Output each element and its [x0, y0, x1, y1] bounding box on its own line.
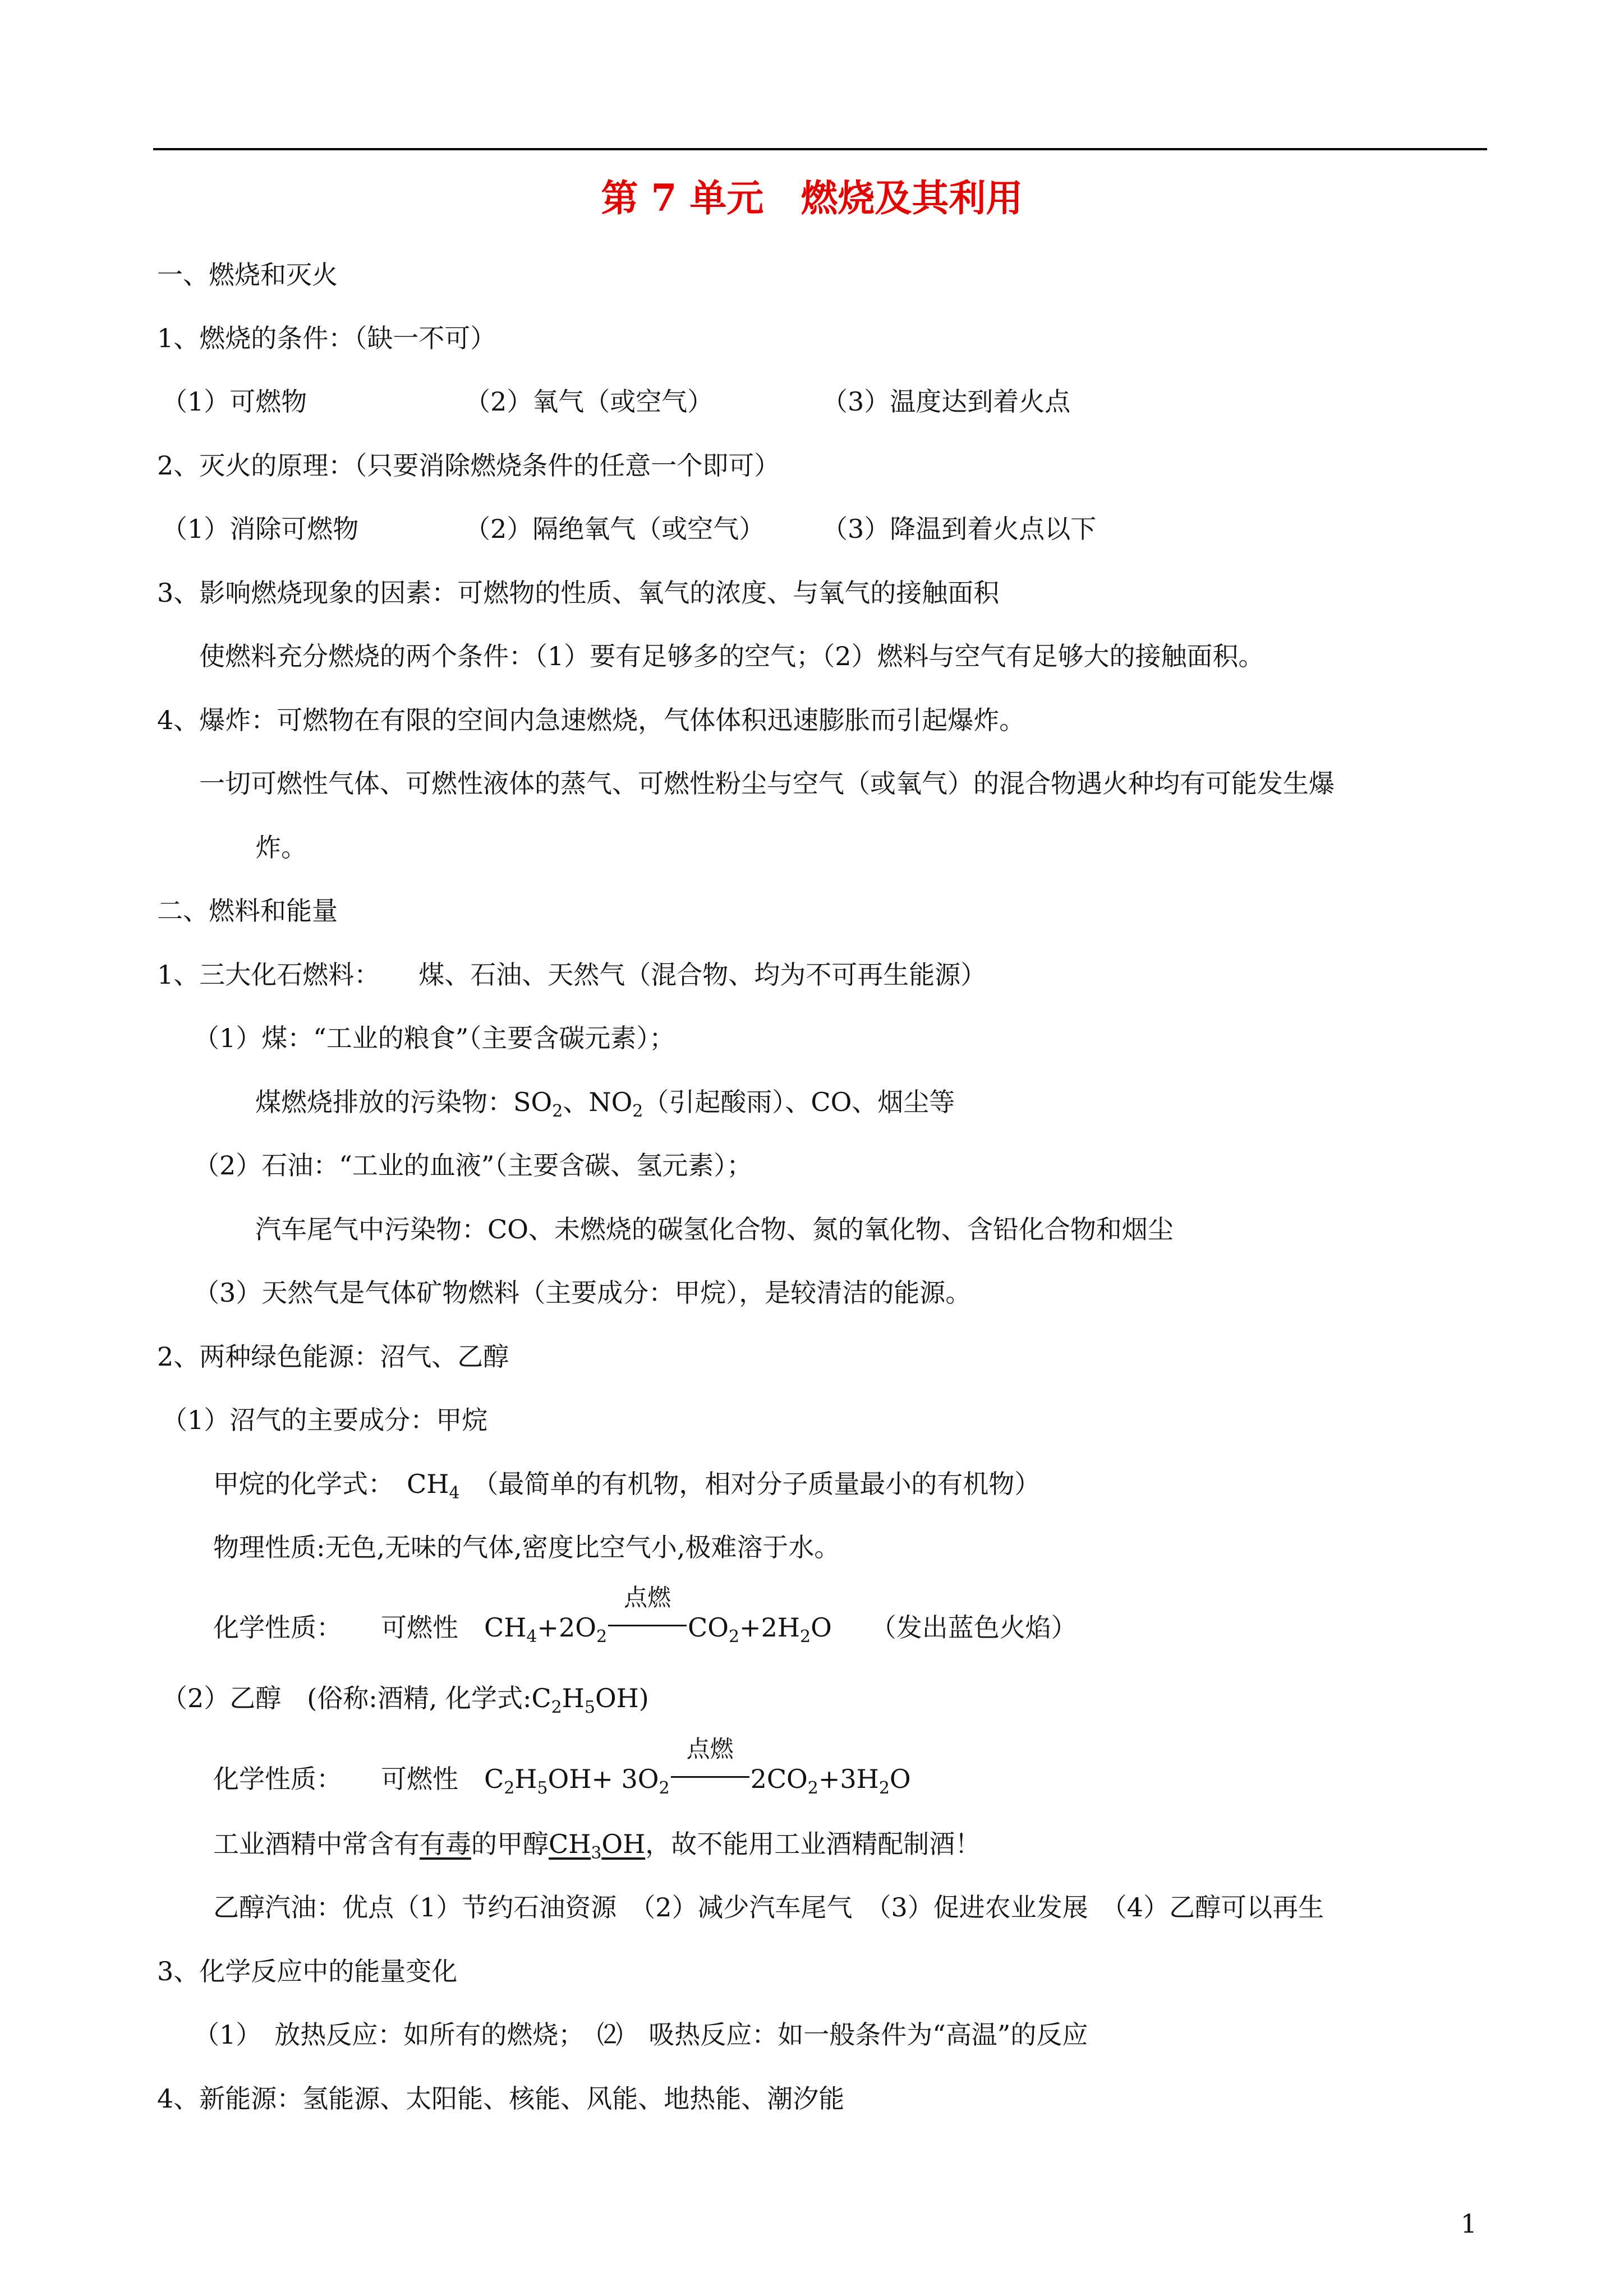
header-rule	[153, 148, 1487, 150]
page-title: 第 7 单元 燃烧及其利用	[601, 176, 1023, 220]
condition-1: （1）可燃物	[162, 386, 307, 417]
explosion-definition: 4、爆炸：可燃物在有限的空间内急速燃烧，气体体积迅速膨胀而引起爆炸。	[157, 705, 1025, 735]
page-number: 1	[1460, 2209, 1477, 2239]
ethanol-chemical-properties: 化学性质： 可燃性 $C_2H_5OH+ 3O_2$ 点燃 $2CO_2+3H_2O$	[213, 1735, 911, 1798]
extinguish-3: （3）降温到着火点以下	[822, 514, 1097, 544]
reaction-condition: 点燃	[607, 1611, 688, 1644]
methane-physical-properties: 物理性质:无色,无味的气体,密度比空气小,极难溶于水。	[213, 1532, 840, 1562]
coal-description: （1）煤：“工业的粮食”（主要含碳元素）；	[194, 1023, 675, 1053]
section-heading-2: 二、燃料和能量	[157, 896, 338, 926]
ethanol-description: （2）乙醇 (俗称:酒精, 化学式$:C_2H_5OH$)	[162, 1683, 649, 1717]
extinguish-1: （1）消除可燃物	[162, 514, 359, 544]
burning-conditions-title: 1、燃烧的条件：（缺一不可）	[157, 323, 496, 353]
reaction-types: （1） 放热反应：如所有的燃烧； ⑵ 吸热反应：如一般条件为“高温”的反应	[194, 2020, 1088, 2050]
extinguish-title: 2、灭火的原理：（只要消除燃烧条件的任意一个即可）	[157, 450, 780, 481]
oil-description: （2）石油：“工业的血液”（主要含碳、氢元素）；	[194, 1150, 753, 1181]
methane-chemical-properties: 化学性质： 可燃性 $CH_4+2O_2$ 点燃 $CO_2+2H_2O$ （发出蓝色火焰）	[213, 1584, 1077, 1647]
fossil-fuels-title: 1、三大化石燃料： 煤、石油、天然气（混合物、均为不可再生能源）	[157, 960, 987, 990]
explosion-note-line1: 一切可燃性气体、可燃性液体的蒸气、可燃性粉尘与空气（或氧气）的混合物遇火种均有可能发生爆	[199, 768, 1335, 799]
coal-pollutants: 煤燃烧排放的污染物：$SO_2$、$NO_2$（引起酸雨）、CO、烟尘等	[255, 1087, 955, 1121]
energy-change-title: 3、化学反应中的能量变化	[157, 1956, 458, 1986]
burning-factors: 3、影响燃烧现象的因素：可燃物的性质、氧气的浓度、与氧气的接触面积	[157, 578, 1000, 608]
section-heading-1: 一、燃烧和灭火	[157, 260, 338, 290]
natural-gas-description: （3）天然气是气体矿物燃料（主要成分：甲烷），是较清洁的能源。	[194, 1278, 972, 1308]
explosion-note-line2: 炸。	[255, 832, 307, 863]
green-energy-title: 2、两种绿色能源：沼气、乙醇	[157, 1341, 509, 1372]
gasohol-advantages: 乙醇汽油：优点（1）节约石油资源 （2）减少汽车尾气 （3）促进农业发展 （4）乙醇可以再生	[213, 1892, 1324, 1922]
oil-pollutants: 汽车尾气中污染物：CO、未燃烧的碳氢化合物、氮的氧化物、含铅化合物和烟尘	[255, 1214, 1174, 1244]
condition-3: （3）温度达到着火点	[822, 386, 1071, 417]
extinguish-2: （2）隔绝氧气（或空气）	[464, 514, 765, 544]
methane-formula: 甲烷的化学式： $CH_4$ （最简单的有机物，相对分子质量最小的有机物）	[213, 1469, 1041, 1503]
new-energy-sources: 4、新能源：氢能源、太阳能、核能、风能、地热能、潮汐能	[157, 2083, 845, 2114]
full-burn-conditions: 使燃料充分燃烧的两个条件：（1）要有足够多的空气；（2）燃料与空气有足够大的接触面积。	[199, 641, 1264, 671]
biogas-component: （1）沼气的主要成分：甲烷	[162, 1405, 488, 1435]
reaction-condition: 点燃	[670, 1762, 751, 1796]
condition-2: （2）氧气（或空气）	[464, 386, 714, 417]
methanol-warning: 工业酒精中常含有有毒的甲醇$CH_3OH$，故不能用工业酒精配制酒！	[213, 1829, 981, 1863]
